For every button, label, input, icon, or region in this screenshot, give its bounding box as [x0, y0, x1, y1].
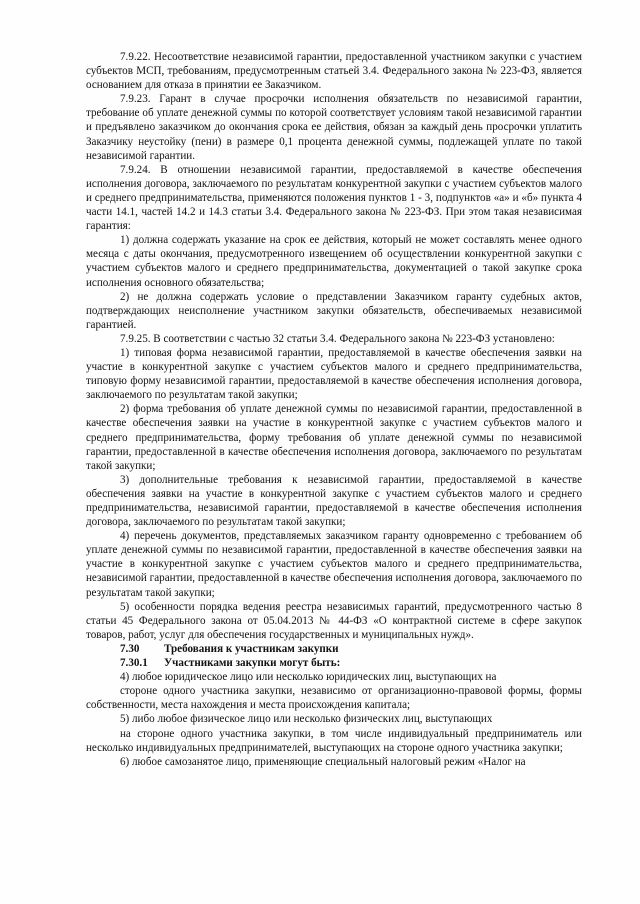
list-item-4: 4) любое юридическое лицо или несколько юридических лиц, выступающих на — [120, 671, 497, 684]
list-item-7-9-25-5: 5) особенности порядка ведения реестра независимых гарантий, предусмотренного частью 8 статьи 45 Федерального закона от 05.04.2013 № 44-ФЗ «О контрактной системе в сфере закупок товаров, работ, услуг для обеспечения государственных и муниципальных нужд». — [86, 600, 582, 641]
list-item-7-9-25-2: 2) форма требования об уплате денежной суммы по независимой гарантии, предоставленной в качестве обеспечения заявки на участие в конкурентной закупке с участием субъектов малого и среднего предпринимательства, форму требования об уплате денежной суммы по независимой гарантии, предоставленной в качестве обеспечения исполнения договора, заключаемого по результатам такой закупки; — [86, 403, 582, 472]
subsection-heading-7-30-1 — [86, 656, 582, 670]
list-item-7-9-25-4: 4) перечень документов, представляемых заказчиком гаранту одновременно с требованием об уплате денежной суммы по независимой гарантии, предоставленной в качестве обеспечения заявки на участие в конкурентной закупке с участием субъектов малого и среднего предпринимательства, независимой гарантии, предоставленной в качестве обеспечения исполнения договора, заключаемого по результатам такой закупки; — [86, 530, 582, 599]
section-title: Требования к участникам закупки — [164, 642, 339, 655]
paragraph-7-9-24: 7.9.24. В отношении независимой гарантии, предоставляемой в качестве обеспечения исполнения договора, заключаемого по результатам конкурентной закупки с участием субъектов малого и среднего предпринимательства, применяются положения пунктов 1 - 3, подпунктов «а» и «б» пункта 4 части 14.1, частей 14.2 и 14.3 статьи 3.4. Федерального закона № 223-ФЗ. При этом такая независимая гарантия: — [86, 163, 582, 233]
list-item-7-9-24-1: 1) должна содержать указание на срок ее действия, который не может составлять менее одного месяца с даты окончания, предусмотренного извещением об осуществлении конкурентной закупки с участием субъектов малого и среднего предпринимательства, документацией о такой закупке срока исполнения основного обязательства; — [86, 234, 582, 289]
paragraph-7-9-22: 7.9.22. Несоответствие независимой гарантии, предоставленной участником закупки с участием субъектов МСП, требованиям, предусмотренным статьей 3.4. Федерального закона № 223-ФЗ, является основанием для отказа в принятии ее Заказчиком. — [86, 51, 582, 92]
list-item-7-9-24-2: 2) не должна содержать условие о представлении Заказчиком гаранту судебных актов, подтверждающих неисполнение участником закупки обязательств, обеспечиваемых независимой гарантией. — [86, 290, 582, 331]
list-item-5: 5) либо любое физическое лицо или несколько физических лиц, выступающих — [120, 713, 493, 726]
list-item-7-9-25-3: 3) дополнительные требования к независимой гарантии, предоставляемой в качестве обеспечения заявки на участие в конкурентной закупке с участием субъектов малого и среднего предпринимательства, независимой гарантии, предоставляемой в качестве обеспечения исполнения договора, заключаемого по результатам такой закупки; — [86, 473, 582, 529]
paragraph-7-9-25: 7.9.25. В соответствии с частью 32 статьи 3.4. Федерального закона № 223-ФЗ установлено: — [120, 332, 555, 345]
document-body — [86, 50, 582, 769]
list-item-7-9-25-1: 1) типовая форма независимой гарантии, предоставляемой в качестве обеспечения заявки на участие в конкурентной закупке с участием субъектов малого и среднего предпринимательства, типовую форму независимой гарантии, предоставляемой в качестве обеспечения исполнения договора, заключаемого по результатам такой закупки; — [86, 346, 582, 402]
section-number: 7.30 — [120, 642, 140, 655]
list-item-5-continuation: на стороне одного участника закупки, в том числе индивидуальный предприниматель или несколько индивидуальных предпринимателей, выступающих на стороне одного участника закупки; — [86, 727, 582, 754]
section-heading-7-30 — [86, 642, 582, 656]
subsection-number: 7.30.1 — [120, 657, 148, 670]
list-item-4-continuation: стороне одного участника закупки, независимо от организационно-правовой формы, формы собственности, места нахождения и места происхождения капитала; — [86, 685, 582, 712]
subsection-title: Участниками закупки могут быть: — [164, 657, 341, 670]
paragraph-7-9-23: 7.9.23. Гарант в случае просрочки исполнения обязательств по независимой гарантии, требование об уплате денежной суммы по которой соответствует условиям такой независимой гарантии и предъявлено заказчиком до окончания срока ее действия, обязан за каждый день просрочки уплатить Заказчику неустойку (пени) в размере 0,1 процента денежной суммы, подлежащей уплате по такой независимой гарантии. — [86, 93, 582, 162]
list-item-6: 6) любое самозанятое лицо, применяющие специальный налоговый режим «Налог на — [120, 755, 526, 768]
